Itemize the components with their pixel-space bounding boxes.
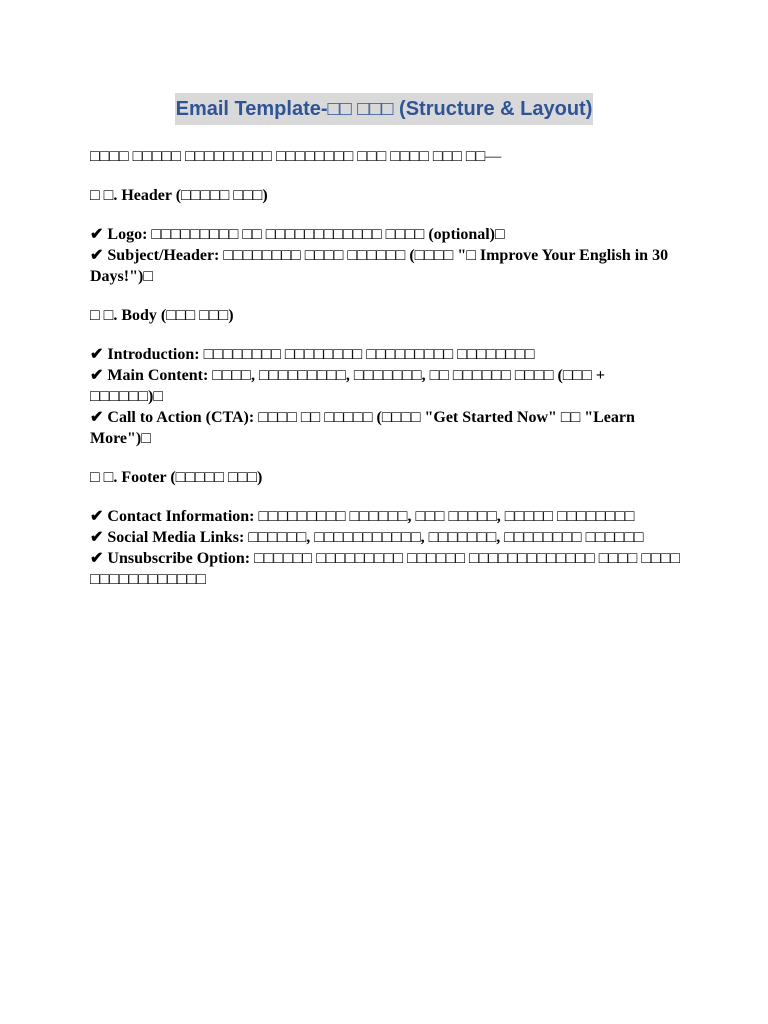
document-title: Email Template-□□ □□□ (Structure & Layout) <box>175 93 594 125</box>
item-label: Call to Action (CTA): <box>107 409 255 426</box>
checkmark-icon: ✔ <box>90 508 104 525</box>
list-item <box>90 224 680 245</box>
item-label: Main Content: <box>107 367 209 384</box>
intro-paragraph: □□□□ □□□□□ □□□□□□□□□ □□□□□□□□ □□□ □□□□ □□□ □□— <box>90 148 502 165</box>
list-item <box>90 344 680 365</box>
list-item <box>90 548 680 590</box>
item-label: Social Media Links: <box>107 529 245 546</box>
list-item <box>90 365 680 407</box>
checkmark-icon: ✔ <box>90 247 104 264</box>
item-text: □□□□, □□□□□□□□□, □□□□□□□, □□ □□□□□□ □□□□ (□□□ + □□□□□□)□ <box>90 367 605 405</box>
title-container <box>0 93 768 125</box>
item-label: Contact Information: <box>107 508 255 525</box>
checkmark-icon: ✔ <box>90 409 104 426</box>
item-label: Logo: <box>107 226 148 243</box>
section-heading-footer: □ □. Footer (□□□□□ □□□) <box>90 469 263 486</box>
section-items-footer <box>90 506 680 590</box>
item-text: □□□□□□, □□□□□□□□□□□, □□□□□□□, □□□□□□□□ □□□□□□ <box>248 529 644 546</box>
item-text: □□□□□□ □□□□□□□□□ □□□□□□ □□□□□□□□□□□□□ □□□□ □□□□ □□□□□□□□□□□□ <box>90 550 680 588</box>
checkmark-icon: ✔ <box>90 550 104 567</box>
list-item <box>90 506 680 527</box>
checkmark-icon: ✔ <box>90 346 104 363</box>
document-body <box>90 146 680 608</box>
checkmark-icon: ✔ <box>90 529 104 546</box>
checkmark-icon: ✔ <box>90 367 104 384</box>
checkmark-icon: ✔ <box>90 226 104 243</box>
item-label: Introduction: <box>107 346 200 363</box>
section-items-header <box>90 224 680 287</box>
list-item <box>90 527 680 548</box>
item-label: Unsubscribe Option: <box>107 550 251 567</box>
section-items-body <box>90 344 680 449</box>
item-text: □□□□□□□□ □□□□□□□□ □□□□□□□□□ □□□□□□□□ <box>203 346 535 363</box>
list-item <box>90 245 680 287</box>
item-text: □□□□□□□□□ □□□□□□, □□□ □□□□□, □□□□□ □□□□□□□□ <box>258 508 635 525</box>
section-heading-header: □ □. Header (□□□□□ □□□) <box>90 187 268 204</box>
list-item <box>90 407 680 449</box>
item-text: □□□□ □□ □□□□□ (□□□□ "Get Started Now" □□ "Learn More")□ <box>90 409 635 447</box>
item-text: □□□□□□□□ □□□□ □□□□□□ (□□□□ "□ Improve Your English in 30 Days!")□ <box>90 247 669 285</box>
item-label: Subject/Header: <box>107 247 220 264</box>
section-heading-body: □ □. Body (□□□ □□□) <box>90 307 234 324</box>
item-text: □□□□□□□□□ □□ □□□□□□□□□□□□ □□□□ (optional)□ <box>151 226 505 243</box>
